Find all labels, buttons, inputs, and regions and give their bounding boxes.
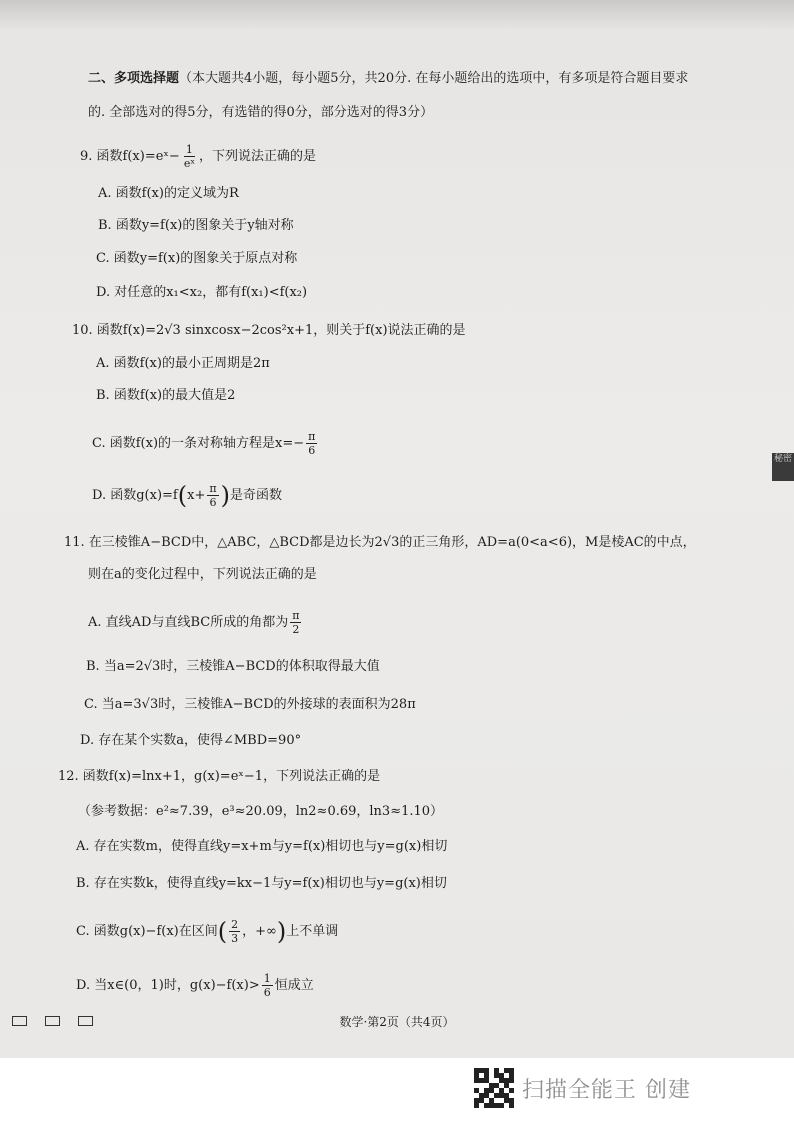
q10-c-fraction <box>306 430 317 457</box>
qr-code-icon <box>474 1068 514 1108</box>
section-desc-2: 的. 全部选对的得5分，有选错的得0分，部分选对的得3分） <box>88 105 434 120</box>
q12-d-den: 6 <box>263 986 271 999</box>
q12-option-a: A. 存在实数m，使得直线y=x+m与y=f(x)相切也与y=g(x)相切 <box>76 839 448 854</box>
q10-option-b: B. 函数f(x)的最大值是2 <box>96 388 236 403</box>
q9-fraction <box>182 143 197 170</box>
q12-d-pre: D. 当x∈(0，1)时，g(x)−f(x)> <box>76 978 260 993</box>
q11-option-d: D. 存在某个实数a，使得∠MBD=90° <box>80 733 302 748</box>
q10-d-pre: D. 函数g(x)=f <box>92 488 178 503</box>
q10-option-d <box>92 482 282 509</box>
section-header <box>88 70 688 88</box>
q10-c-den: 6 <box>308 444 316 457</box>
q12-d-post: 恒成立 <box>274 978 314 993</box>
q9-stem-post: ，下列说法正确的是 <box>199 149 317 164</box>
watermark-text: 扫描全能王 创建 <box>522 1077 691 1103</box>
q12-option-c <box>76 918 338 945</box>
q12-reference-data: （参考数据：e²≈7.39，e³≈20.09，ln2≈0.69，ln3≈1.10） <box>78 804 444 819</box>
q12-option-b: B. 存在实数k，使得直线y=kx−1与y=f(x)相切也与y=g(x)相切 <box>76 876 447 891</box>
section-title: 二、多项选择题 <box>88 71 180 86</box>
page-footer: 数学·第2页（共4页） <box>339 1015 455 1029</box>
q12-d-num: 1 <box>263 972 271 985</box>
q10-d-post: 是奇函数 <box>229 488 282 503</box>
q9-option-a: A. 函数f(x)的定义域为R <box>98 186 239 201</box>
q10-stem: 10. 函数f(x)=2√3 sinxcosx−2cos²x+1，则关于f(x)说法正确的是 <box>72 323 466 338</box>
section-desc-1: （本大题共4小题，每小题5分，共20分. 在每小题给出的选项中，有多项是符合题目要求 <box>179 71 689 86</box>
q11-a-fraction <box>290 609 301 636</box>
q11-a-num: π <box>292 609 300 622</box>
q10-d-num: π <box>209 482 217 495</box>
q11-option-b: B. 当a=2√3时，三棱锥A−BCD的体积取得最大值 <box>86 659 380 674</box>
q10-option-c <box>92 430 319 457</box>
q9-stem-pre: 函数f(x)=eˣ− <box>96 149 180 164</box>
q9-option-c: C. 函数y=f(x)的图象关于原点对称 <box>96 251 298 266</box>
q9-option-d: D. 对任意的x₁<x₂，都有f(x₁)<f(x₂) <box>96 285 308 300</box>
qr-cell <box>509 1103 514 1108</box>
q9-frac-den: eˣ <box>183 157 195 170</box>
q10-d-den: 6 <box>209 496 217 509</box>
q12-c-pre: C. 函数g(x)−f(x)在区间 <box>76 924 218 939</box>
q10-c-num: π <box>308 430 316 443</box>
q11-a-pre: A. 直线AD与直线BC所成的角都为 <box>88 615 289 630</box>
q12-c-num: 2 <box>231 918 239 931</box>
left-paren: ( <box>217 917 228 946</box>
q10-c-pre: C. 函数f(x)的一条对称轴方程是x=− <box>92 436 305 451</box>
q10-option-a: A. 函数f(x)的最小正周期是2π <box>96 356 270 371</box>
q12-option-d <box>76 972 314 999</box>
left-paren: ( <box>177 481 188 510</box>
q10-d-inner: x+ <box>187 488 206 503</box>
q11-option-a <box>88 609 303 636</box>
q12-c-mid: ，+∞ <box>242 924 277 939</box>
right-paren: ) <box>220 481 230 510</box>
q10-d-fraction <box>207 482 218 509</box>
q12-d-fraction <box>262 972 273 999</box>
q9-number: 9. <box>80 149 93 164</box>
side-tab: 秘密 <box>772 453 794 481</box>
q9-stem <box>80 143 316 170</box>
q11-stem-2: 则在a的变化过程中，下列说法正确的是 <box>88 567 317 582</box>
q12-c-fraction <box>229 918 240 945</box>
q9-frac-num: 1 <box>185 143 193 156</box>
right-paren: ) <box>276 917 287 946</box>
q12-c-den: 3 <box>231 932 239 945</box>
q11-stem-1: 11. 在三棱锥A−BCD中，△ABC，△BCD都是边长为2√3的正三角形，AD=a(0<a<6)，M是棱AC的中点， <box>64 535 696 550</box>
q12-c-post: 上不单调 <box>286 924 339 939</box>
q11-a-den: 2 <box>292 623 300 636</box>
q12-stem: 12. 函数f(x)=lnx+1，g(x)=eˣ−1，下列说法正确的是 <box>58 769 381 784</box>
scanner-watermark <box>474 1068 691 1108</box>
q9-option-b: B. 函数y=f(x)的图象关于y轴对称 <box>98 218 294 233</box>
q11-option-c: C. 当a=3√3时，三棱锥A−BCD的外接球的表面积为28π <box>84 697 416 712</box>
